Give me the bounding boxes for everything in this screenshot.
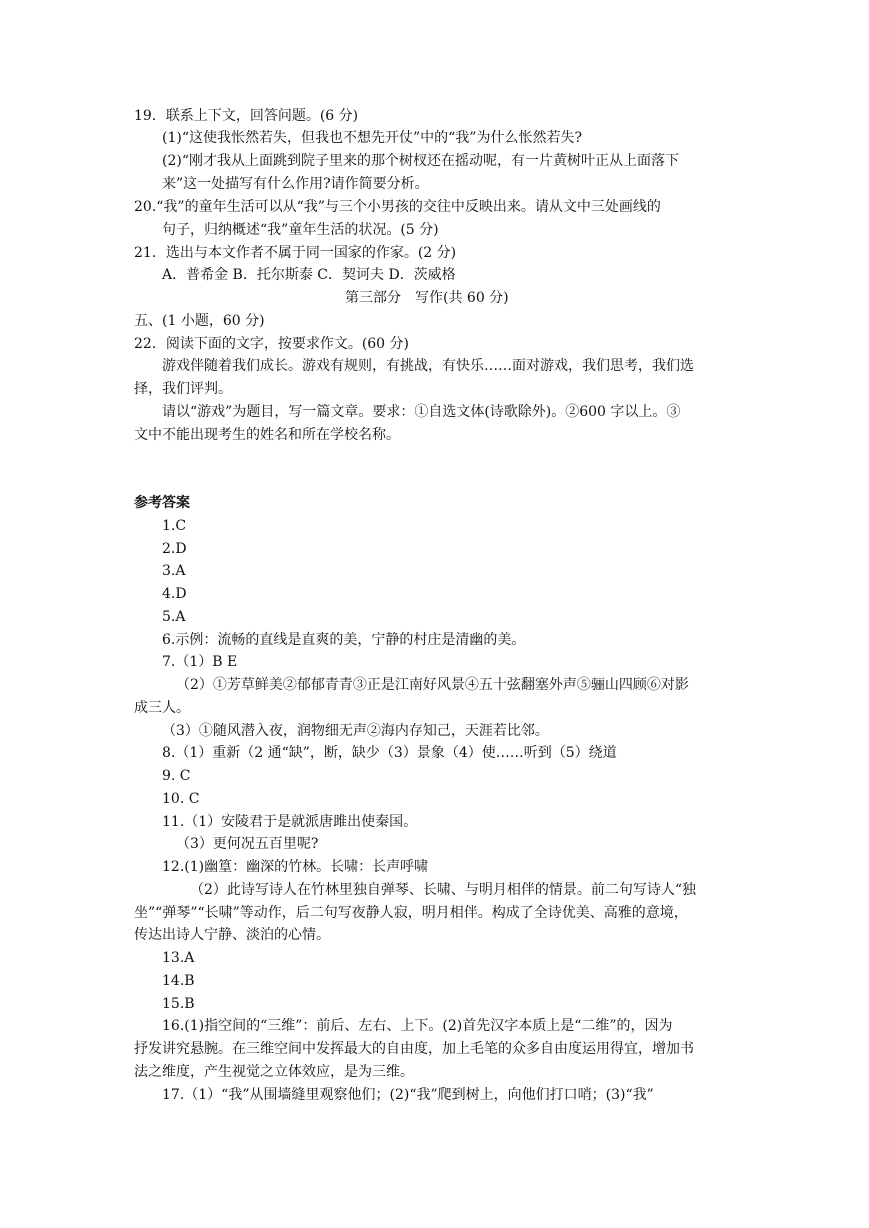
answer-14: 14.B [162, 973, 195, 989]
q22-para2-line2: 文中不能出现考生的姓名和所在学校名称。 [134, 427, 400, 443]
q22-para1-line2: 择，我们评判。 [134, 381, 232, 397]
q20-line2: 句子，归纳概述“我”童年生活的状况。(5 分) [162, 222, 439, 238]
answer-12-2-line2: 坐”“弹琴”“长啸”等动作，后二句写夜静人寂，明月相伴。构成了全诗优美、高雅的意境， [134, 905, 688, 921]
answer-4: 4.D [162, 586, 187, 602]
answer-16-line3: 法之维度，产生视觉之立体效应，是为三维。 [134, 1064, 414, 1080]
answer-12-1: 12.(1)幽篁：幽深的竹林。长啸：长声呼啸 [162, 859, 429, 875]
answer-7-1: 7.（1）B E [162, 654, 238, 670]
q19-sub2-line2: 来”这一处描写有什么作用?请作简要分析。 [162, 176, 429, 192]
answer-7-3: （3）①随风潜入夜，润物细无声②海内存知己，天涯若比邻。 [162, 723, 549, 739]
answer-1: 1.C [162, 518, 187, 534]
answer-8: 8.（1）重新（2 通“缺”，断，缺少（3）景象（4）使……听到（5）绕道 [162, 745, 617, 761]
answer-12-2-line3: 传达出诗人宁静、淡泊的心情。 [134, 927, 330, 943]
answer-6: 6.示例：流畅的直线是直爽的美，宁静的村庄是清幽的美。 [162, 632, 526, 648]
answer-17: 17.（1）“我”从围墙缝里观察他们；(2)“我”爬到树上，向他们打口哨；(3)“我” [162, 1087, 654, 1103]
q19-sub1: (1)“这使我怅然若失，但我也不想先开仗”中的“我”为什么怅然若失? [162, 130, 582, 146]
answer-3: 3.A [162, 563, 186, 579]
section5-title: 五、(1 小题，60 分) [134, 313, 265, 329]
part3-title: 第三部分 写作(共 60 分) [345, 290, 509, 306]
answer-11-3: （3）更何况五百里呢? [176, 836, 319, 852]
answer-7-2-line2: 成三人。 [134, 700, 190, 716]
answer-11-1: 11.（1）安陵君于是就派唐雎出使秦国。 [162, 814, 418, 830]
q21-stem: 21．选出与本文作者不属于同一国家的作家。(2 分) [134, 245, 457, 261]
answer-2: 2.D [162, 541, 187, 557]
answer-16-line2: 抒发讲究悬腕。在三维空间中发挥最大的自由度，加上毛笔的众多自由度运用得宜，增加书 [134, 1041, 694, 1057]
q22-para1-line1: 游戏伴随着我们成长。游戏有规则，有挑战，有快乐……面对游戏，我们思考，我们选 [162, 358, 694, 374]
answers-heading: 参考答案 [134, 495, 190, 511]
answer-15: 15.B [162, 996, 195, 1012]
q21-options: A．普希金 B．托尔斯泰 C．契诃夫 D．茨威格 [162, 267, 456, 283]
answer-12-2-line1: （2）此诗写诗人在竹林里独自弹琴、长啸、与明月相伴的情景。前二句写诗人“独 [190, 882, 697, 898]
answer-13: 13.A [162, 950, 195, 966]
q19-sub2-line1: (2)“刚才我从上面跳到院子里来的那个树杈还在摇动呢，有一片黄树叶正从上面落下 [162, 153, 679, 169]
answer-7-2-line1: （2）①芳草鲜美②郁郁青青③正是江南好风景④五十弦翻塞外声⑤骊山四顾⑥对影 [176, 677, 689, 693]
answer-10: 10. C [162, 791, 200, 807]
q19-stem: 19．联系上下文，回答问题。(6 分) [134, 108, 359, 124]
answer-9: 9. C [162, 768, 191, 784]
q22-stem: 22．阅读下面的文字，按要求作文。(60 分) [134, 336, 410, 352]
answer-16-line1: 16.(1)指空间的“三维”：前后、左右、上下。(2)首先汉字本质上是“二维”的，因为 [162, 1018, 673, 1034]
answer-5: 5.A [162, 609, 186, 625]
q22-para2-line1: 请以“游戏”为题目，写一篇文章。要求：①自选文体(诗歌除外)。②600 字以上。③ [162, 404, 681, 420]
q20-line1: 20.“我”的童年生活可以从“我”与三个小男孩的交往中反映出来。请从文中三处画线的 [134, 199, 661, 215]
